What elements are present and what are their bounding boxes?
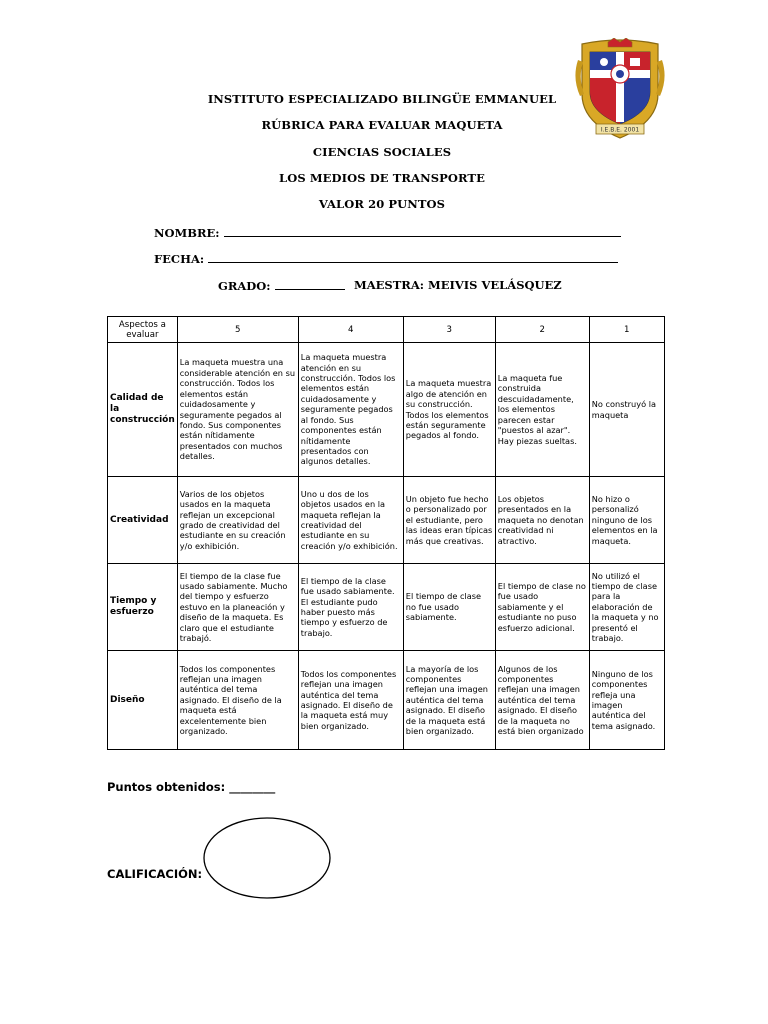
grade-oval-box[interactable] [203, 817, 331, 899]
value-title: VALOR 20 PUNTOS [318, 197, 446, 211]
header-score-3: 3 [403, 317, 495, 343]
topic-title: LOS MEDIOS DE TRANSPORTE [279, 171, 485, 185]
table-row [108, 564, 665, 651]
table-cell: Todos los componentes reflejan una imagen auténtica del tema asignado. El diseño de la maqueta está muy bien organizado. [298, 651, 403, 750]
table-cell: La maqueta muestra atención en su construcción. Todos los elementos están cuidadosamente y seguramente pegados al fondo. Sus componentes están nítidamente presentados con algunos detalles. [298, 343, 403, 477]
table-cell: El tiempo de clase no fue usado sabiamente y el estudiante no puso esfuerzo adicional. [495, 564, 589, 651]
table-cell: No construyó la maqueta [589, 343, 664, 477]
rubric-table [107, 316, 665, 750]
aspect-label: Tiempo y esfuerzo [108, 564, 178, 651]
header-aspect: Aspectos a evaluar [108, 317, 178, 343]
table-cell: El tiempo de clase no fue usado sabiamente. [403, 564, 495, 651]
subject-title: CIENCIAS SOCIALES [312, 145, 452, 159]
table-cell: El tiempo de la clase fue usado sabiamente. Mucho del tiempo y esfuerzo estuvo en la planeación y diseño de la maqueta. Es claro que el estudiante trabajó. [177, 564, 298, 651]
table-cell: La maqueta fue construida descuidadamente, los elementos parecen estar "puestos al azar". Hay piezas sueltas. [495, 343, 589, 477]
table-row [108, 651, 665, 750]
header-score-4: 4 [298, 317, 403, 343]
aspect-label: Diseño [108, 651, 178, 750]
svg-text:I.E.B.E. 2001: I.E.B.E. 2001 [600, 126, 640, 134]
table-cell: No hizo o personalizó ninguno de los elementos en la maqueta. [589, 477, 664, 564]
aspect-label: Creatividad [108, 477, 178, 564]
aspect-label: Calidad de la construcción [108, 343, 178, 477]
table-cell: Uno u dos de los objetos usados en la maqueta reflejan la creatividad del estudiante en su creación y/o exhibición. [298, 477, 403, 564]
grade-field [218, 278, 345, 293]
grade-line[interactable] [275, 278, 345, 290]
table-cell: La maqueta muestra una considerable atención en su construcción. Todos los elementos están cuidadosamente y seguramente pegados al fondo. Sus componentes están nítidamente presentados con muchos detalles. [177, 343, 298, 477]
table-cell: Ninguno de los componentes refleja una imagen auténtica del tema asignado. [589, 651, 664, 750]
grade-label: GRADO: [218, 279, 271, 293]
table-cell: Todos los componentes reflejan una imagen auténtica del tema asignado. El diseño de la maqueta está excelentemente bien organizado. [177, 651, 298, 750]
institution-name: INSTITUTO ESPECIALIZADO BILINGÜE EMMANUEL [207, 92, 557, 106]
header-score-1: 1 [589, 317, 664, 343]
header-score-5: 5 [177, 317, 298, 343]
teacher-name: MAESTRA: MEIVIS VELÁSQUEZ [354, 278, 562, 292]
table-cell: Los objetos presentados en la maqueta no denotan creatividad ni atractivo. [495, 477, 589, 564]
table-cell: Algunos de los componentes reflejan una imagen auténtica del tema asignado. El diseño de la maqueta no está bien organizado [495, 651, 589, 750]
table-cell: El tiempo de la clase fue usado sabiamente. El estudiante pudo haber puesto más tiempo y esfuerzo de trabajo. [298, 564, 403, 651]
table-row [108, 477, 665, 564]
header-score-2: 2 [495, 317, 589, 343]
table-row [108, 343, 665, 477]
points-obtained-label[interactable]: Puntos obtenidos: ________ [107, 780, 276, 794]
table-cell: Varios de los objetos usados en la maqueta reflejan un excepcional grado de creatividad del estudiante en su creación y/o exhibición. [177, 477, 298, 564]
name-field [154, 225, 621, 240]
date-field [154, 251, 618, 266]
name-line[interactable] [224, 225, 621, 237]
name-label: NOMBRE: [154, 226, 220, 240]
date-line[interactable] [208, 251, 618, 263]
table-cell: Un objeto fue hecho o personalizado por el estudiante, pero las ideas eran típicas más que creativas. [403, 477, 495, 564]
table-cell: No utilizó el tiempo de clase para la elaboración de la maqueta y no presentó el trabajo. [589, 564, 664, 651]
document-title: RÚBRICA PARA EVALUAR MAQUETA [261, 118, 503, 132]
table-cell: La mayoría de los componentes reflejan una imagen auténtica del tema asignado. El diseño de la maqueta está bien organizado. [403, 651, 495, 750]
header-row [108, 317, 665, 343]
grade-label: CALIFICACIÓN: [107, 867, 203, 881]
date-label: FECHA: [154, 252, 205, 266]
table-cell: La maqueta muestra algo de atención en su construcción. Todos los elementos están seguramente pegados al fondo. [403, 343, 495, 477]
